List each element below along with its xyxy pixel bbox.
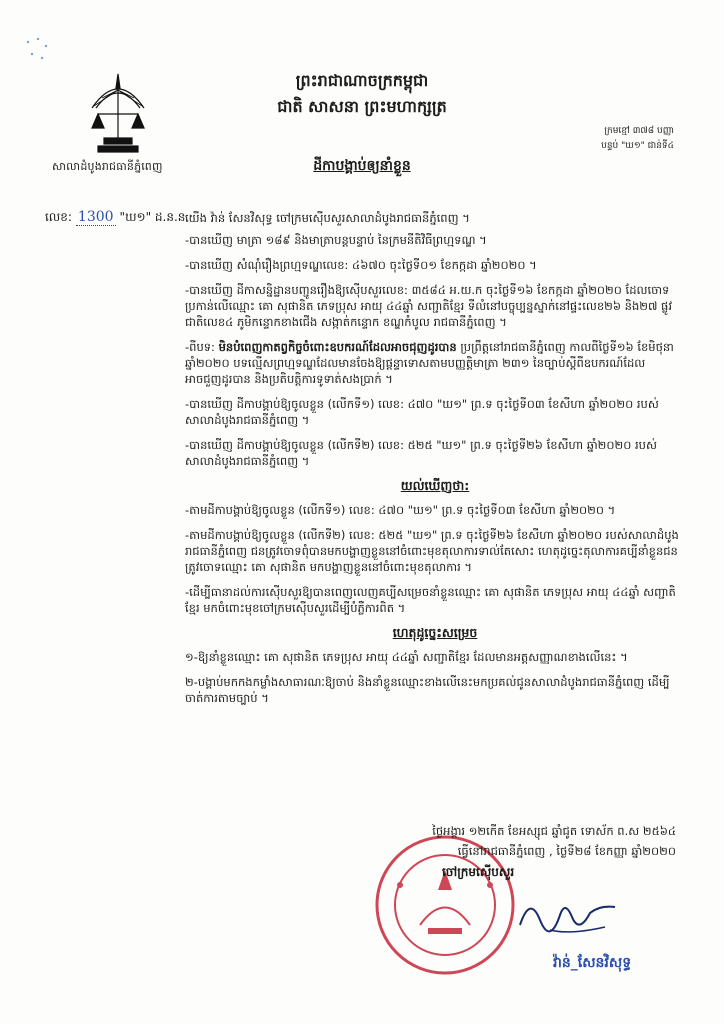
charge-label: -ពីបទ:	[185, 340, 215, 354]
charge-title: មិនបំពេញកាតព្វកិច្ចចំពោះឧបករណ៍ដែលអាចជុញដូរបាន	[218, 340, 457, 354]
reference-number: 1300	[77, 209, 114, 225]
decision-2: ២-បង្គាប់មកកងកម្លាំងសាធារណៈឱ្យចាប់ និងនាំខ្លួនឈ្មោះខាងលើនេះមកប្រគល់ជូនសាលាដំបូងរាជធានីភ្នំពេញ ដើម្បីចាត់ការតាមច្បាប់ ។	[185, 675, 670, 705]
reference-suffix: "ឃ១" ដ.ន.ន	[119, 210, 186, 224]
intro-paragraph: យើង វ៉ាន់ សែនវិសុទ្ធ ចៅក្រមស៊ើបសួរសាលាដំបូងរាជធានីភ្នំពេញ ។	[185, 211, 470, 225]
form-reference-line2: បន្ទប់ "ឃ១" ជាន់ទី៤	[601, 141, 674, 151]
charge-paragraph	[185, 339, 685, 387]
consideration-5: -បានឃើញ ដីកាបង្គាប់ឱ្យចូលខ្លួន (លើកទី២) លេខ: ៥២៥ "ឃ១" ព្រ.ទ ចុះថ្ងៃទី២៦ ខែសីហា ឆ្នាំ២០២០ របស់សាលាដំបូងរាជធានីភ្នំពេញ ។	[185, 438, 657, 468]
reference-prefix: លេខ:	[45, 210, 72, 224]
kingdom-title: ព្រះរាជាណាចក្រកម្ពុជា	[295, 71, 429, 90]
consideration-2: -បានឃើញ សំណុំរឿងព្រហ្មទណ្ឌលេខ: ៤៦៧០ ចុះថ្ងៃទី០១ ខែកក្កដា ឆ្នាំ២០២០ ។	[185, 258, 537, 272]
consideration-3: -បានឃើញ ដីកាសន្និដ្ឋានបញ្ជូនរឿងឱ្យស៊ើបសួរលេខ: ៣៥៨៤ អ.យ.ក ចុះថ្ងៃទី១៦ ខែកក្កដា ឆ្នាំ២០២០ ដែលចោទប្រកាន់លើឈ្មោះ គោ សុផានិត ភេទប្រុស អាយុ ៤៤ឆ្នាំ សញ្ជាតិខ្មែរ ទីលំនៅបច្ចុប្បន្នស្នាក់នៅផ្ទះលេខ២៦ និង២៧ ផ្លូវជាតិលេខ៤ ភូមិកន្ទោកខាងជើង សង្កាត់កន្ទោក ខណ្ឌកំបូល រាជធានីភ្នំពេញ ។	[185, 283, 673, 329]
decision-1: ១-ឱ្យនាំខ្លួនឈ្មោះ គោ សុផានិត ភេទប្រុស អាយុ ៤៤ឆ្នាំ សញ្ជាតិខ្មែរ ដែលមានអត្តសញ្ញាណខាងលើនេះ ។	[185, 650, 628, 664]
signer-name: វ៉ាន់_សែនវិសុទ្ធ	[553, 955, 632, 971]
finding-1: -តាមដីកាបង្គាប់ឱ្យចូលខ្លួន (លើកទី១) លេខ: ៤៧០ "ឃ១" ព្រ.ទ ចុះថ្ងៃទី០៣ ខែសីហា ឆ្នាំ២០២០ ។	[185, 503, 616, 517]
finding-2: -តាមដីកាបង្គាប់ឱ្យចូលខ្លួន (លើកទី២) លេខ: ៥២៥ "ឃ១" ព្រ.ទ ចុះថ្ងៃទី២៦ ខែសីហា ឆ្នាំ២០២០ របស់សាលាដំបូងរាជធានីភ្នំពេញ ជនត្រូវចោទពុំបានមកបង្ហាញខ្លួននៅចំពោះមុខតុលាការទាល់តែសោះ ហេតុដូច្នេះតុលាការគប្បីនាំខ្លួនជនត្រូវចោទឈ្មោះ គោ សុផានិត មកបង្ហាញខ្លួននៅចំពោះមុខតុលាការ ។	[185, 528, 679, 574]
reference-number-row	[45, 209, 185, 227]
handwritten-signature	[510, 885, 620, 945]
decision-heading: ហេតុដូច្នេះសម្រេច	[392, 625, 478, 640]
lunar-date: ថ្ងៃអង្គារ ១២កើត ខែអស្សុជ ឆ្នាំជូត ទោស័ក ព.ស ២៥៦៤	[432, 824, 676, 838]
court-name-label: សាលាដំបូងរាជធានីភ្នំពេញ	[52, 160, 163, 173]
signer-title: ចៅក្រមស៊ើបសួរ	[442, 865, 515, 879]
charge-description: ប្រព្រឹត្តនៅរាជធានីភ្នំពេញ កាលពីថ្ងៃទី១៦ ខែមិថុនា ឆ្នាំ២០២០ បទល្មើសព្រហ្មទណ្ឌដែលមានចែងឱ្យផ្តន្ទាទោសតាមបញ្ញត្តិមាត្រា ២៣១ នៃច្បាប់ស្តីពីឧបករណ៍ដែលអាចជួញដូរបាន និងប្រតិបត្តិការទូទាត់សងប្រាក់ ។	[185, 340, 674, 386]
blue-dots-mark	[24, 36, 54, 66]
form-reference-line1: ក្រមខ្មៅ ៣៧៨ បញ្ញា	[604, 126, 674, 136]
consideration-4: -បានឃើញ ដីកាបង្គាប់ឱ្យចូលខ្លួន (លើកទី១) លេខ: ៤៧០ "ឃ១" ព្រ.ទ ចុះថ្ងៃទី០៣ ខែសីហា ឆ្នាំ២០២០ របស់សាលាដំបូងរាជធានីភ្នំពេញ ។	[185, 397, 659, 427]
solar-date: ធ្វើនៅរាជធានីភ្នំពេញ , ថ្ងៃទី២៨ ខែកញ្ញា ឆ្នាំ២០២០	[457, 844, 676, 858]
consideration-1: -បានឃើញ មាត្រា ១៨៩ និងមាត្រាបន្តបន្ទាប់ នៃក្រមនីតិវិធីព្រហ្មទណ្ឌ ។	[185, 233, 487, 247]
national-motto: ជាតិ សាសនា ព្រះមហាក្សត្រ	[277, 97, 447, 116]
considerations-block	[185, 232, 685, 715]
finding-3: -ដើម្បីធានាដល់ការស៊ើបសួរឱ្យបានពេញលេញគប្បីសម្រេចនាំខ្លួនឈ្មោះ គោ សុផានិត ភេទប្រុស អាយុ ៤៤ឆ្នាំ សញ្ជាតិខ្មែរ មកចំពោះមុខចៅក្រមស៊ើបសួរដើម្បីបំភ្លឺការពិត ។	[185, 585, 676, 615]
document-title: ដីកាបង្គាប់ឲ្យនាំខ្លួន	[313, 158, 411, 174]
findings-heading: យល់ឃើញថា:	[400, 478, 470, 493]
